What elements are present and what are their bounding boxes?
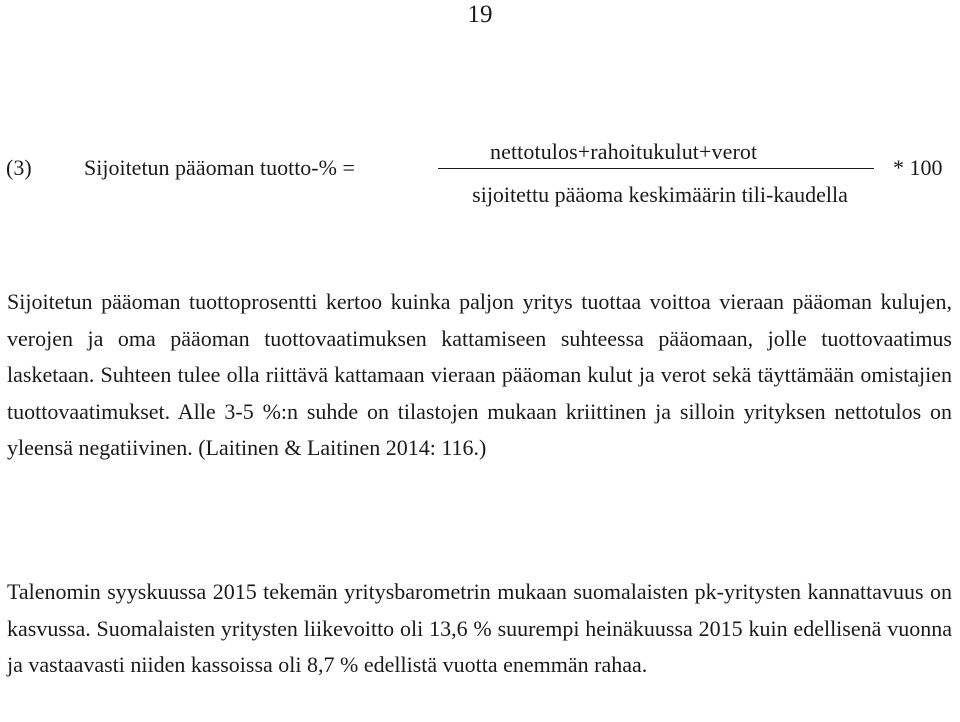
formula-name: Sijoitetun pääoman tuotto-% = <box>84 155 355 180</box>
paragraph-return-on-investment: Sijoitetun pääoman tuottoprosentti kertoo kuinka paljon yritys tuottaa voittoa vieraan pääoman kulujen, verojen ja oma pääoman tuottovaatimuksen kattamiseen suhteessa pääomaan, jolle tuottovaatimus lasketaan. Suhteen tulee olla riittävä kattamaan vieraan pääoman kulut ja verot sekä täyttämään omistajien tuottovaatimukset. Alle 3-5 %:n suhde on tilastojen mukaan kriittinen ja silloin yrityksen nettotulos on yleensä negatiivinen. (Laitinen & Laitinen 2014: 116.) <box>7 289 952 461</box>
page-number: 19 <box>467 1 493 28</box>
fraction-line <box>438 168 874 169</box>
formula-numerator: nettotulos+rahoitukulut+verot <box>490 139 758 164</box>
formula-multiplier: * 100 <box>893 155 943 180</box>
formula-denominator: sijoitettu pääoma keskimäärin tili-kaudella <box>472 182 848 207</box>
formula-label: (3) <box>6 155 32 180</box>
paragraph-business-barometer: Talenomin syyskuussa 2015 tekemän yritysbarometrin mukaan suomalaisten pk-yritysten kannattavuus on kasvussa. Suomalaisten yritysten liikevoitto oli 13,6 % suurempi heinäkuussa 2015 kuin edellisenä vuonna ja vastaavasti niiden kassoissa oli 8,7 % edellistä vuotta enemmän rahaa. <box>7 579 952 678</box>
